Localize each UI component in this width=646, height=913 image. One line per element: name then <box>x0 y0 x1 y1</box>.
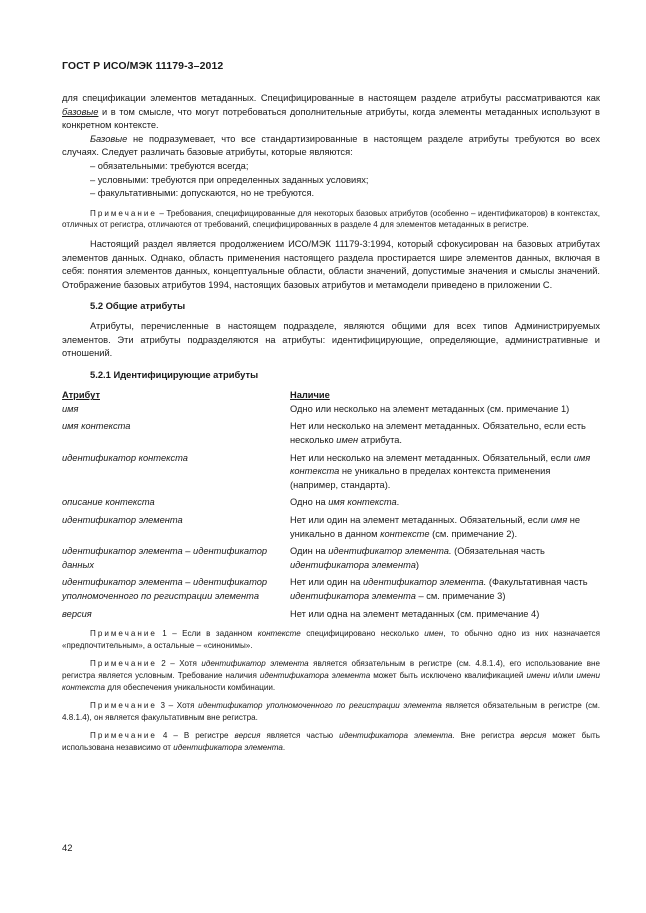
table-row <box>62 452 600 493</box>
table-cell-attribute: имя <box>62 403 79 414</box>
table-row <box>62 545 600 572</box>
table-cell-attribute: версия <box>62 608 92 619</box>
list-item-optional: – факультативными: допускаются, но не требуются. <box>90 188 315 199</box>
column-header-presence: Наличие <box>290 390 330 401</box>
note-1: Примечание 1 – Если в заданном контексте специфицировано несколько имен, то обычно одно из них назначается «предпочтительным», а остальные – «синонимы». <box>62 629 600 650</box>
section-heading-5-2: 5.2 Общие атрибуты <box>90 300 186 312</box>
table-cell-presence: Нет или несколько на элемент метаданных. Обязательный, если имя контекста не уникально в пределах контекста применения (например, стандарта). <box>290 452 591 490</box>
table-cell-presence: Нет или несколько на элемент метаданных. Обязательно, если есть несколько имен атрибута. <box>290 421 586 446</box>
table-cell-presence: Нет или один на идентификатор элемента. (Факультативная часть идентификатора элемента – см. примечание 3) <box>290 577 588 601</box>
document-page <box>62 0 600 913</box>
paragraph-3: Настоящий раздел является продолжением ИСО/МЭК 11179-3:1994, который сфокусирован на базовых атрибутах элементов данных. Однако, область применения настоящего раздела простирается шире элементов данных, включая в себя: понятия элементов данных, концептуальные области, области значений, допустимые значения и смыслы значений. Отображение базовых атрибутов 1994, настоящих базовых атрибутов и метамодели приведено в приложении С. <box>62 238 600 290</box>
table-cell-attribute: идентификатор элемента – идентификатор уполномоченного по регистрации элемента <box>62 577 268 601</box>
body-text <box>62 92 600 754</box>
note-0: Примечание – Требования, специфицированные для некоторых базовых атрибутов (особенно – идентификаторов) в контекстах, отличных от регистра, отличаются от требований, специфицированных в разделе 4 для элементов метаданных в регистре. <box>62 208 600 230</box>
table-row <box>62 496 600 510</box>
table-cell-attribute: описание контекста <box>62 497 155 508</box>
table-cell-attribute: имя контекста <box>62 421 131 432</box>
table-cell-presence: Нет или один на элемент метаданных. Обязательный, если имя не уникально в данном контексте (см. примечание 2). <box>290 515 581 539</box>
table-row <box>62 576 600 603</box>
attributes-table <box>62 389 600 621</box>
table-cell-presence: Один на идентификатор элемента. (Обязательная часть идентификатора элемента) <box>290 546 545 570</box>
page-number: 42 <box>62 842 73 853</box>
list-item-conditional: – условными: требуются при определенных заданных условиях; <box>90 174 369 185</box>
list-item-required: – обязательными: требуются всегда; <box>90 160 249 171</box>
section-heading-5-2-1: 5.2.1 Идентифицирующие атрибуты <box>90 368 259 380</box>
table-cell-presence: Одно или несколько на элемент метаданных (см. примечание 1) <box>290 403 570 414</box>
paragraph-1: для спецификации элементов метаданных. Специфицированные в настоящем разделе атрибуты рассматриваются как базовые и в том смысле, что могут потребоваться дополнительные атрибуты, когда элементы метаданных используют в конкретном контексте. <box>62 93 600 131</box>
paragraph-4: Атрибуты, перечисленные в настоящем подразделе, являются общими для всех типов Администрируемых элементов. Эти атрибуты подразделяются на атрибуты: идентифицирующие, определяющие, административные и отношений. <box>62 320 600 359</box>
table-header <box>62 389 600 403</box>
table-cell-attribute: идентификатор контекста <box>62 452 188 463</box>
table-row <box>62 514 600 541</box>
column-header-attribute: Атрибут <box>62 390 100 401</box>
note-3: Примечание 3 – Хотя идентификатор уполномоченного по регистрации элемента является обязательным в регистре (см. 4.8.1.4), он является факультативным вне регистра. <box>62 701 601 722</box>
table-row <box>62 403 600 417</box>
table-row <box>62 420 600 447</box>
paragraph-2: Базовые не подразумевает, что все стандартизированные в настоящем разделе атрибуты требуются во всех случаях. Следует различать базовые атрибуты, которые являются: <box>62 133 600 158</box>
table-cell-attribute: идентификатор элемента <box>62 515 183 526</box>
table-cell-presence: Нет или одна на элемент метаданных (см. примечание 4) <box>290 608 540 619</box>
note-2: Примечание 2 – Хотя идентификатор элемента является обязательным в регистре (см. 4.8.1.4), его использование вне регистра является условным. Требование наличия идентификатора элемента может быть исключено квалификацией имени и/или имени контекста для обеспечения уникальности комбинации. <box>62 659 600 692</box>
table-cell-attribute: идентификатор элемента – идентификатор данных <box>62 546 268 570</box>
document-header: ГОСТ Р ИСО/МЭК 11179-3–2012 <box>62 60 224 72</box>
table-cell-presence: Одно на имя контекста. <box>290 497 400 508</box>
note-4: Примечание 4 – В регистре версия является частью идентификатора элемента. Вне регистра версия может быть использована независимо от идентификатора элемента. <box>62 731 600 752</box>
table-row <box>62 608 600 622</box>
